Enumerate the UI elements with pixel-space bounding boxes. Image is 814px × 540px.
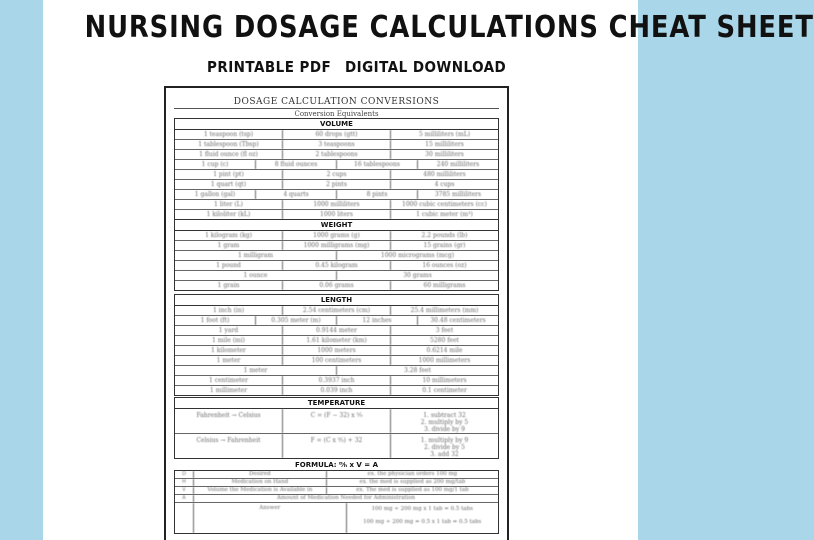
table-cell: 0.06 grams xyxy=(283,281,391,290)
table-row xyxy=(175,376,498,386)
table-cell: 1 fluid ounce (fl oz) xyxy=(175,150,283,159)
answer-label: Answer xyxy=(194,503,347,533)
table-cell: 3 feet xyxy=(435,327,454,334)
page-title: NURSING DOSAGE CALCULATIONS CHEAT SHEET xyxy=(84,10,814,45)
table-cell: 15 grains (gr) xyxy=(423,242,466,249)
table-cell: 1 foot (ft) xyxy=(175,316,256,325)
table-cell: 1 gram xyxy=(175,241,283,250)
table-cell: 2 pints xyxy=(283,180,391,189)
table-cell: 3.28 feet xyxy=(404,367,431,374)
temperature-row xyxy=(175,434,498,458)
formula-cell: ex. the physician orders 100 mg xyxy=(367,471,458,477)
table-cell: 1000 micrograms (mcg) xyxy=(380,252,455,259)
table-row xyxy=(175,251,498,261)
conversion-step: 3. add 32 xyxy=(430,451,459,458)
table-cell: 1 millimeter xyxy=(175,386,283,395)
table-row xyxy=(175,386,498,395)
formula-cell: ex. the med is supplied as 200 mg/tab xyxy=(359,479,466,485)
conversion-direction: Fahrenheit → Celsius xyxy=(175,409,283,433)
table-cell: 2 cups xyxy=(283,170,391,179)
table-row xyxy=(175,130,498,140)
table-row xyxy=(175,241,498,251)
formula-cell: Amount of Medication Needed for Administration xyxy=(276,495,416,501)
conversion-formula: C = (F − 32) x ⁵⁄₉ xyxy=(283,409,391,433)
length-section xyxy=(174,294,499,396)
table-cell: 1 centimeter xyxy=(175,376,283,385)
table-cell: 5280 feet xyxy=(430,337,459,344)
formula-heading: FORMULA: ᴰ⁄ₕ x V = A xyxy=(295,461,378,469)
formula-cell: ex. The med is supplied as 100 mg/1 tab xyxy=(356,487,469,493)
temperature-section xyxy=(174,397,499,459)
temperature-heading: TEMPERATURE xyxy=(175,398,498,409)
table-cell: 1 cubic meter (m³) xyxy=(416,211,473,218)
table-cell: 1 cup (c) xyxy=(175,160,256,169)
table-cell: 1 yard xyxy=(175,326,283,335)
formula-variable: D xyxy=(175,471,194,478)
table-cell: 0.3937 inch xyxy=(283,376,391,385)
table-row xyxy=(175,150,498,160)
table-row xyxy=(175,346,498,356)
table-cell: 1 pound xyxy=(175,261,283,270)
table-row xyxy=(175,356,498,366)
conversion-formula: F = (C x ⁹⁄₅) + 32 xyxy=(283,434,391,458)
table-cell: 1.61 kilometer (km) xyxy=(283,336,391,345)
formula-variable: A xyxy=(175,495,194,502)
subtitle-printable: PRINTABLE PDF xyxy=(207,58,332,76)
conversion-step: 2. divide by 5 xyxy=(424,444,465,451)
table-cell: 1 mile (mi) xyxy=(175,336,283,345)
conversion-steps xyxy=(391,434,498,458)
table-row xyxy=(175,316,498,326)
table-cell: 30 milliliters xyxy=(425,151,464,158)
table-cell: 15 milliliters xyxy=(425,141,464,148)
volume-heading: VOLUME xyxy=(175,119,498,130)
weight-heading: WEIGHT xyxy=(175,220,498,231)
table-cell: 100 centimeters xyxy=(283,356,391,365)
table-cell: 1 grain xyxy=(175,281,283,290)
table-row xyxy=(175,366,498,376)
table-cell: 1000 meters xyxy=(283,346,391,355)
table-cell: 240 milliliters xyxy=(436,161,480,168)
table-row xyxy=(175,281,498,290)
table-cell: 0.9144 meter xyxy=(283,326,391,335)
table-cell: 2.54 centimeters (cm) xyxy=(283,306,391,315)
table-cell: 1000 cubic centimeters (cc) xyxy=(402,201,487,208)
answer-work xyxy=(347,503,499,533)
table-row xyxy=(175,231,498,241)
table-row xyxy=(175,170,498,180)
table-cell: 1 kilogram (kg) xyxy=(175,231,283,240)
table-cell: 60 drops (gtt) xyxy=(283,130,391,139)
conversion-steps xyxy=(391,409,498,433)
table-cell: 2 tablespoons xyxy=(283,150,391,159)
formula-row xyxy=(175,471,498,479)
conversion-step: 3. divide by 9 xyxy=(424,426,465,433)
table-cell: 1 ounce xyxy=(175,271,337,280)
table-cell: 8 pints xyxy=(337,190,418,199)
table-cell: 1000 milligrams (mg) xyxy=(283,241,391,250)
table-cell: 1 kilometer xyxy=(175,346,283,355)
table-cell: 0.6214 mile xyxy=(426,347,463,354)
table-cell: 1 kiloliter (kL) xyxy=(175,210,283,219)
volume-section xyxy=(174,118,499,220)
sheet-title: DOSAGE CALCULATION CONVERSIONS xyxy=(233,97,440,107)
table-cell: 10 millimeters xyxy=(422,377,467,384)
formula-cell: Medication on Hand xyxy=(194,479,327,486)
table-row xyxy=(175,271,498,281)
table-cell: 480 milliliters xyxy=(423,171,466,178)
table-cell: 5 milliliters (mL) xyxy=(418,131,471,138)
sheet-subtitle: Conversion Equivalents xyxy=(294,110,379,118)
table-cell: 1 tablespoon (Tbsp) xyxy=(175,140,283,149)
table-cell: 0.305 meter (m) xyxy=(256,316,337,325)
formula-variable: V xyxy=(175,487,194,494)
table-cell: 1000 liters xyxy=(283,210,391,219)
formula-section xyxy=(174,470,499,534)
table-cell: 16 ounces (oz) xyxy=(422,262,467,269)
table-cell: 4 cups xyxy=(434,181,455,188)
table-cell: 0.039 inch xyxy=(283,386,391,395)
table-cell: 1 liter (L) xyxy=(175,200,283,209)
answer-row xyxy=(175,503,498,533)
table-cell: 3785 milliliters xyxy=(434,191,482,198)
conversion-step: 1. subtract 32 xyxy=(423,412,466,419)
table-cell: 1000 millimeters xyxy=(418,357,471,364)
title-divider xyxy=(174,108,499,109)
table-cell: 30 grams xyxy=(403,272,432,279)
length-heading: LENGTH xyxy=(175,295,498,306)
cheat-sheet-preview xyxy=(164,86,509,540)
table-row xyxy=(175,306,498,316)
table-cell: 30.48 centimeters xyxy=(430,317,486,324)
table-cell: 4 quarts xyxy=(256,190,337,199)
table-row xyxy=(175,326,498,336)
table-row xyxy=(175,140,498,150)
table-row xyxy=(175,180,498,190)
formula-row xyxy=(175,495,498,503)
table-cell: 1 inch (in) xyxy=(175,306,283,315)
table-row xyxy=(175,190,498,200)
table-cell: 16 tablespoons xyxy=(337,160,418,169)
conversion-step: 1. multiply by 9 xyxy=(420,437,469,444)
table-cell: 1000 milliliters xyxy=(283,200,391,209)
formula-cell: Volume the Medication is Available in xyxy=(194,487,327,494)
table-cell: 25.4 millimeters (mm) xyxy=(410,307,479,314)
table-cell: 2.2 pounds (lb) xyxy=(421,232,468,239)
formula-row xyxy=(175,487,498,495)
formula-cell: Desired xyxy=(194,471,327,478)
answer-num xyxy=(175,503,194,533)
table-cell: 1 gallon (gal) xyxy=(175,190,256,199)
table-cell: 0.1 centimeter xyxy=(422,387,467,394)
table-cell: 3 teaspoons xyxy=(283,140,391,149)
subtitle-digital: DIGITAL DOWNLOAD xyxy=(345,58,507,76)
table-cell: 1 teaspoon (tsp) xyxy=(175,130,283,139)
weight-section xyxy=(174,219,499,291)
table-cell: 0.45 kilogram xyxy=(283,261,391,270)
table-row xyxy=(175,336,498,346)
table-cell: 1 milligram xyxy=(175,251,337,260)
formula-variable: H xyxy=(175,479,194,486)
answer-line: 100 mg ÷ 200 mg x 1 tab = 0.5 tabs xyxy=(371,506,473,512)
table-cell: 1 meter xyxy=(175,356,283,365)
table-cell: 1 meter xyxy=(175,366,337,375)
table-row xyxy=(175,200,498,210)
table-row xyxy=(175,210,498,219)
answer-line: 100 mg ÷ 200 mg = 0.5 x 1 tab = 0.5 tabs xyxy=(363,519,482,525)
table-row xyxy=(175,261,498,271)
table-cell: 8 fluid ounces xyxy=(256,160,337,169)
conversion-direction: Celsius → Fahrenheit xyxy=(175,434,283,458)
product-card xyxy=(43,0,814,540)
table-cell: 1 quart (qt) xyxy=(175,180,283,189)
table-cell: 1 pint (pt) xyxy=(175,170,283,179)
formula-row xyxy=(175,479,498,487)
table-cell: 60 milligrams xyxy=(423,282,466,289)
table-row xyxy=(175,160,498,170)
table-cell: 12 inches xyxy=(337,316,418,325)
table-cell: 1000 grams (g) xyxy=(283,231,391,240)
conversion-step: 2. multiply by 5 xyxy=(420,419,469,426)
temperature-row xyxy=(175,409,498,434)
